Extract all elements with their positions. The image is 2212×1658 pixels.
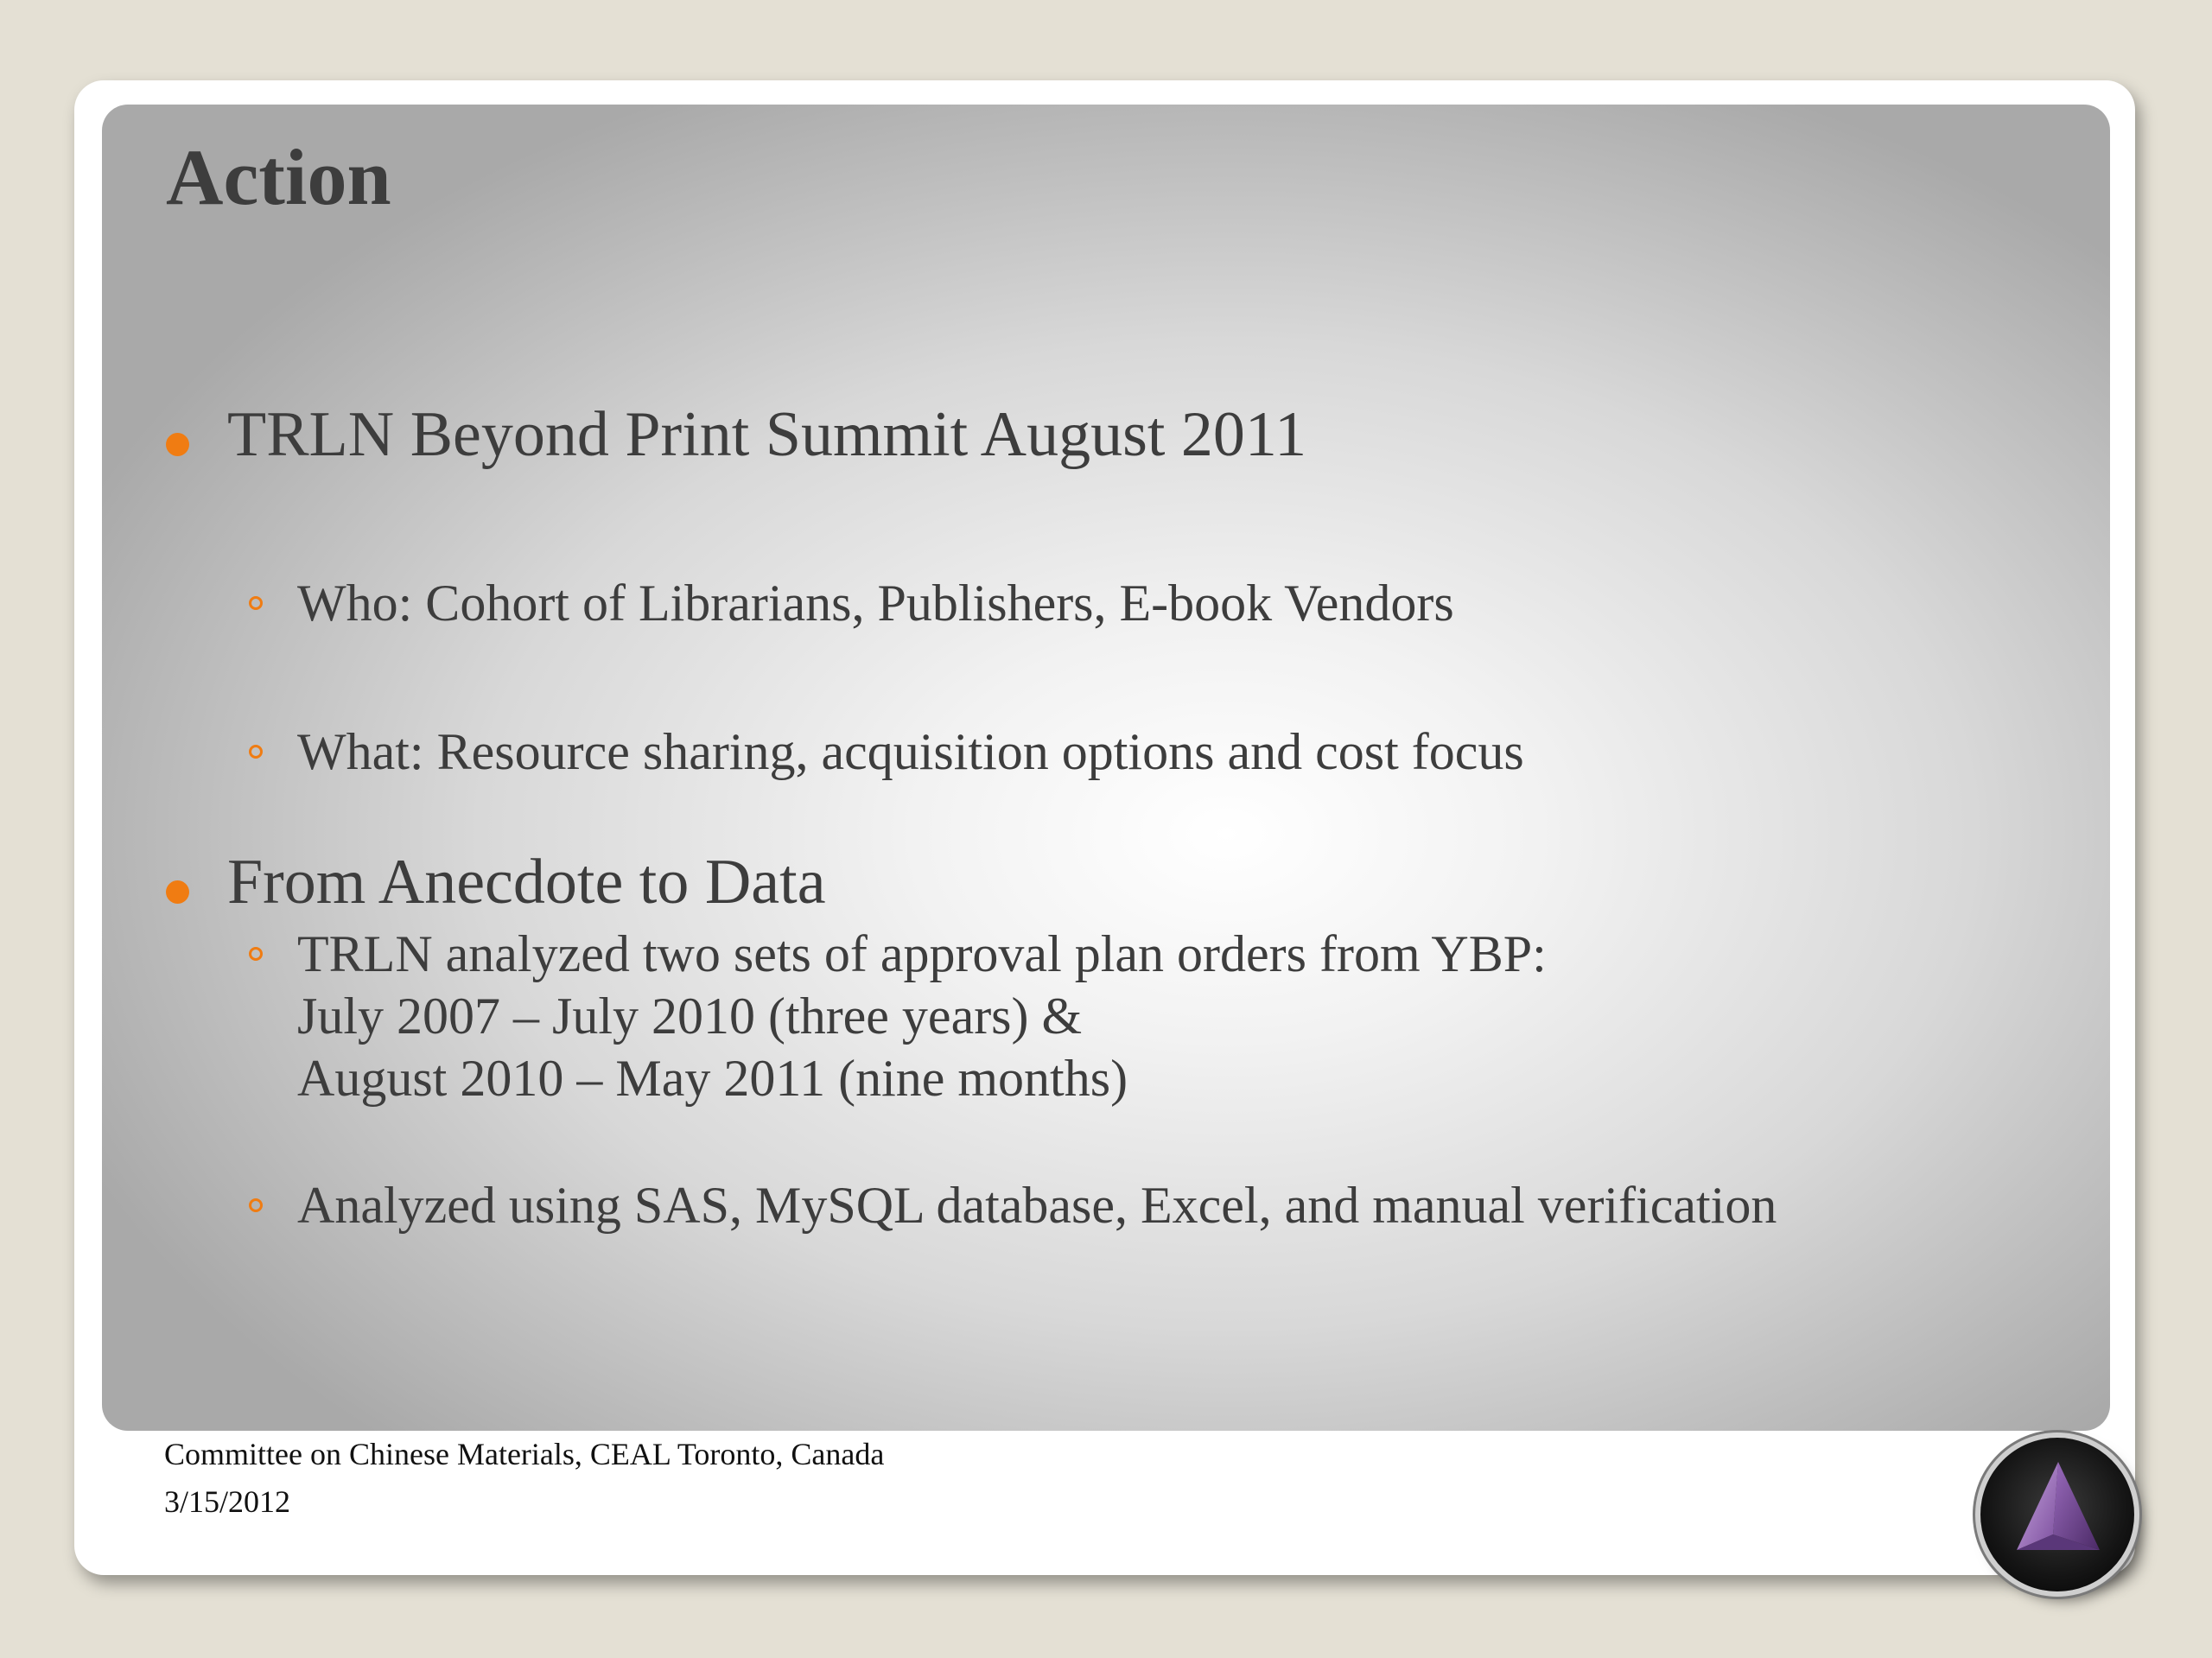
slide-title: Action bbox=[166, 133, 391, 221]
subbullet-line: August 2010 – May 2011 (nine months) bbox=[297, 1050, 1128, 1107]
subbullet-text bbox=[297, 923, 1547, 1109]
footer-event: Committee on Chinese Materials, CEAL Toronto, Canada bbox=[164, 1437, 885, 1471]
bullet-dot-icon bbox=[166, 433, 189, 456]
bullet-dot-icon bbox=[166, 880, 189, 904]
subbullet-text: What: Resource sharing, acquisition options and cost focus bbox=[297, 723, 1524, 780]
subbullet-line: July 2007 – July 2010 (three years) & bbox=[297, 988, 1083, 1045]
bullet-text: From Anecdote to Data bbox=[227, 847, 826, 918]
subbullet-ring-icon bbox=[249, 1198, 263, 1212]
play-triangle-icon[interactable] bbox=[1980, 1438, 2134, 1591]
play-triangle-graphic bbox=[1980, 1438, 2134, 1591]
subbullet-text: Who: Cohort of Librarians, Publishers, E-book Vendors bbox=[297, 575, 1454, 632]
subbullet-ring-icon bbox=[249, 745, 263, 759]
subbullet-text: Analyzed using SAS, MySQL database, Excel, and manual verification bbox=[297, 1177, 1777, 1234]
bullet-text: TRLN Beyond Print Summit August 2011 bbox=[227, 399, 1307, 470]
subbullet-ring-icon bbox=[249, 947, 263, 961]
subbullet-line: TRLN analyzed two sets of approval plan orders from YBP: bbox=[297, 925, 1547, 982]
footer-date: 3/15/2012 bbox=[164, 1484, 291, 1519]
subbullet-ring-icon bbox=[249, 596, 263, 610]
